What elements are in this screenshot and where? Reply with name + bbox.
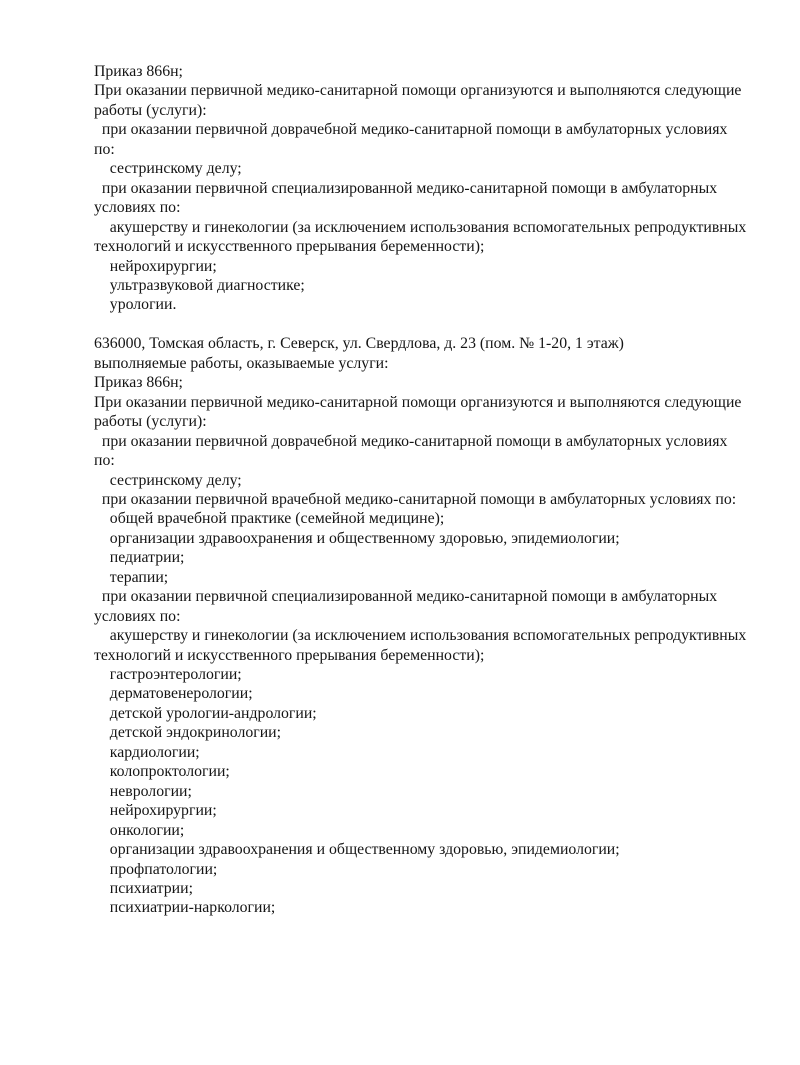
text-line: акушерству и гинекологии (за исключением использования вспомогательных репродуктивных <box>94 627 747 645</box>
text-line: акушерству и гинекологии (за исключением использования вспомогательных репродуктивных <box>94 218 747 236</box>
text-line: сестринскому делу; <box>94 160 242 178</box>
text-line: психиатрии-наркологии; <box>94 899 276 917</box>
text-line: сестринскому делу; <box>94 471 242 489</box>
text-line: работы (услуги): <box>94 413 207 431</box>
text-line: При оказании первичной медико-санитарной помощи организуются и выполняются следующие <box>94 82 742 100</box>
text-line: гастроэнтерологии; <box>94 666 242 684</box>
text-line <box>94 315 750 334</box>
text-line: дерматовенерологии; <box>94 685 253 703</box>
text-line: организации здравоохранения и общественному здоровью, эпидемиологии; <box>94 529 620 547</box>
text-line: урологии. <box>94 296 177 314</box>
text-line: общей врачебной практике (семейной медицине); <box>94 510 445 528</box>
text-line: нейрохирургии; <box>94 802 217 820</box>
text-line: организации здравоохранения и общественному здоровью, эпидемиологии; <box>94 841 620 859</box>
text-line: Приказ 866н; <box>94 63 183 80</box>
text-line: профпатологии; <box>94 860 218 878</box>
text-line: 636000, Томская область, г. Северск, ул. Свердлова, д. 23 (пом. № 1-20, 1 этаж) <box>94 335 624 353</box>
text-line: ультразвуковой диагностике; <box>94 276 305 294</box>
text-line: нейрохирургии; <box>94 257 217 275</box>
text-line: терапии; <box>94 568 169 586</box>
text-line: при оказании первичной доврачебной медико-санитарной помощи в амбулаторных условиях <box>94 121 728 139</box>
document-text <box>94 62 750 918</box>
text-line: при оказании первичной доврачебной медико-санитарной помощи в амбулаторных условиях <box>94 432 728 450</box>
text-line: неврологии; <box>94 782 192 800</box>
text-line: детской эндокринологии; <box>94 724 282 742</box>
text-line: кардиологии; <box>94 743 200 761</box>
text-line: онкологии; <box>94 821 185 839</box>
text-line: при оказании первичной врачебной медико-санитарной помощи в амбулаторных условиях по: <box>94 490 737 508</box>
text-line: Приказ 866н; <box>94 374 183 392</box>
text-line: выполняемые работы, оказываемые услуги: <box>94 354 389 372</box>
text-line: условиях по: <box>94 199 181 217</box>
text-line: условиях по: <box>94 607 181 625</box>
text-line: технологий и искусственного прерывания беременности); <box>94 646 485 664</box>
text-line: колопроктологии; <box>94 763 230 781</box>
text-line: при оказании первичной специализированной медико-санитарной помощи в амбулаторных <box>94 588 718 606</box>
text-line: педиатрии; <box>94 549 185 567</box>
text-line: При оказании первичной медико-санитарной помощи организуются и выполняются следующие <box>94 393 742 411</box>
text-line: при оказании первичной специализированной медико-санитарной помощи в амбулаторных <box>94 179 718 197</box>
text-line: технологий и искусственного прерывания беременности); <box>94 238 485 256</box>
text-line: психиатрии; <box>94 880 193 898</box>
text-line: по: <box>94 140 115 158</box>
text-line: работы (услуги): <box>94 101 207 119</box>
text-line: по: <box>94 452 115 470</box>
text-line: детской урологии-андрологии; <box>94 704 317 722</box>
